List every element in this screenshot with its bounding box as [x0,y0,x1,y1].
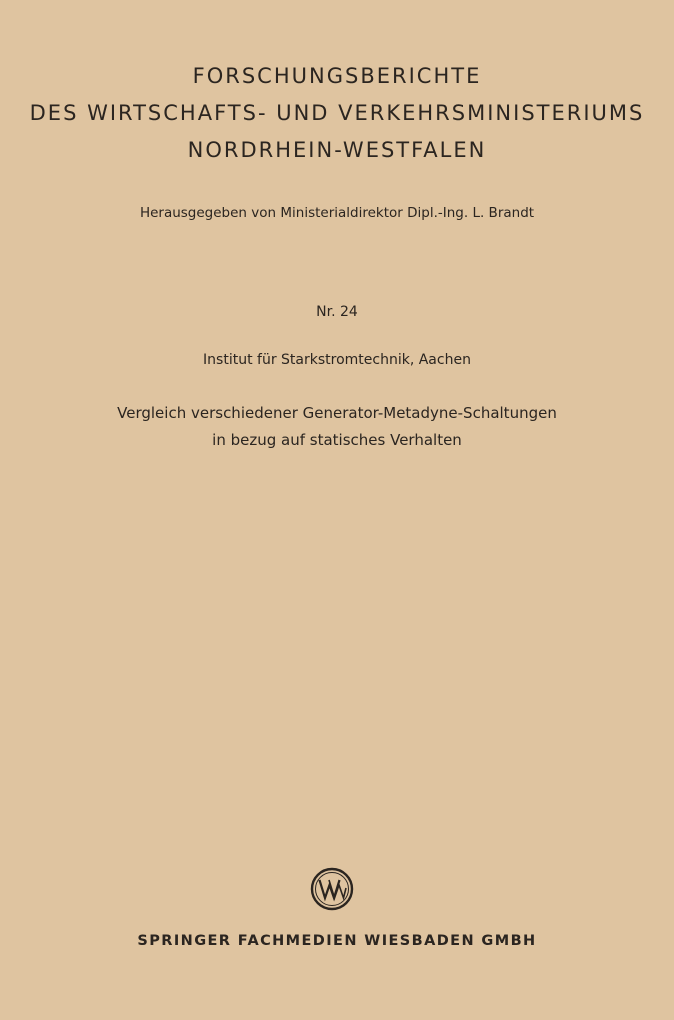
series-title-line-2: DES WIRTSCHAFTS- UND VERKEHRSMINISTERIUMS [29,101,645,125]
volume-number: Nr. 24 [316,304,358,320]
publisher-name: SPRINGER FACHMEDIEN WIESBADEN GMBH [137,933,537,949]
series-title-line-3: NORDRHEIN-WESTFALEN [187,138,487,162]
report-title-line-1: Vergleich verschiedener Generator-Metadyne-Schaltungen [117,404,557,422]
report-title [0,400,674,454]
series-title [0,58,674,169]
series-title-line-1: FORSCHUNGSBERICHTE [192,64,482,88]
report-title-line-2: in bezug auf statisches Verhalten [212,431,462,449]
publisher-logo-icon [309,866,355,912]
institute-name: Institut für Starkstromtechnik, Aachen [203,352,471,368]
editor-line: Herausgegeben von Ministerialdirektor Dipl.-Ing. L. Brandt [139,205,535,221]
